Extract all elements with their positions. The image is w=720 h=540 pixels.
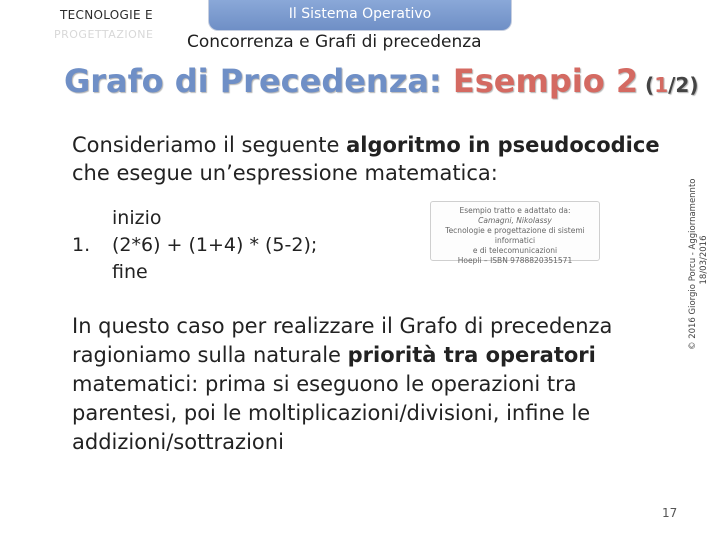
copyright-date: 18/03/2016 bbox=[699, 235, 709, 285]
page-number: 17 bbox=[662, 506, 678, 520]
title-highlight: Esempio 2 bbox=[452, 62, 639, 100]
pseudocode-block bbox=[72, 205, 317, 286]
pseudocode-start: inizio bbox=[112, 207, 162, 229]
reference-line3: Tecnologie e progettazione di sistemi informatici bbox=[445, 226, 585, 245]
intro-paragraph bbox=[72, 131, 692, 187]
pseudocode-end: fine bbox=[112, 261, 148, 283]
pseudocode-line-1 bbox=[72, 232, 317, 259]
reference-line4: e di telecomunicazioni bbox=[472, 246, 558, 255]
explanation-text-bold: priorità tra operatori bbox=[347, 343, 596, 367]
pseudocode-expression: (2*6) + (1+4) * (5-2); bbox=[112, 234, 318, 256]
title-main: Grafo di Precedenza: bbox=[64, 62, 453, 100]
slide-title bbox=[64, 62, 698, 100]
intro-text-post: che esegue un’espressione matematica: bbox=[72, 161, 498, 185]
reference-isbn: Hoepli – ISBN 9788820351571 bbox=[457, 256, 573, 265]
intro-text-bold: algoritmo in pseudocodice bbox=[346, 133, 660, 157]
reference-authors: Camagni, Nikolassy bbox=[478, 216, 552, 225]
pseudocode-start-row bbox=[72, 205, 317, 232]
copyright-notice bbox=[688, 170, 710, 350]
pseudocode-line-number: 1. bbox=[72, 234, 91, 256]
course-name-line2: PROGETTAZIONE bbox=[54, 28, 154, 41]
slide-subtitle: Concorrenza e Grafi di precedenza bbox=[187, 32, 482, 52]
explanation-text-pre: In questo caso per realizzare il Grafo di precedenza ragioniamo sulla naturale bbox=[72, 314, 613, 367]
explanation-text-post: matematici: prima si eseguono le operazioni tra parentesi, poi le moltiplicazioni/divisioni, infine le addizioni/sottrazioni bbox=[72, 372, 591, 454]
title-page-open: ( bbox=[638, 73, 655, 97]
course-name-line1: TECNOLOGIE E bbox=[60, 8, 153, 22]
pseudocode-end-row bbox=[72, 259, 317, 286]
intro-text-pre: Consideriamo il seguente bbox=[72, 133, 347, 157]
section-tab-label: Il Sistema Operativo bbox=[288, 6, 432, 22]
title-page-rest: /2) bbox=[668, 73, 699, 97]
section-tab bbox=[208, 0, 512, 31]
source-reference-box bbox=[430, 201, 600, 265]
title-page-indicator bbox=[638, 73, 698, 97]
course-header bbox=[0, 0, 185, 46]
reference-line1: Esempio tratto e adattato da: bbox=[459, 206, 571, 215]
explanation-paragraph bbox=[72, 312, 662, 457]
copyright-line1: © 2016 Giorgio Porcu - Aggiornamennto bbox=[688, 178, 698, 350]
title-page-current: 1 bbox=[654, 73, 669, 97]
